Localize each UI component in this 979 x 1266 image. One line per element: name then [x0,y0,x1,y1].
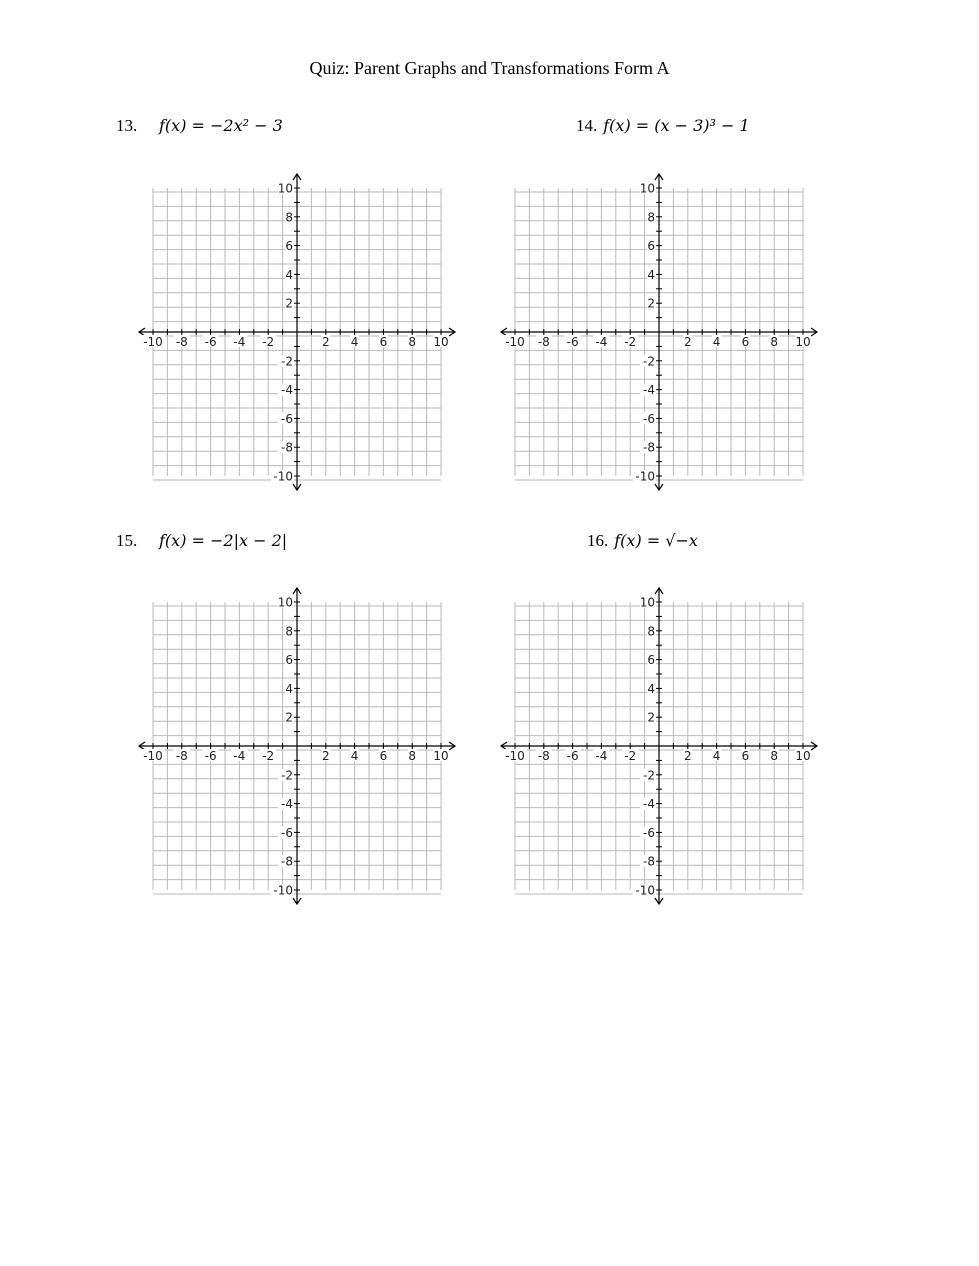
y-tick-label: 10 [277,181,293,196]
x-tick-label: 2 [321,335,330,349]
quiz-title: Quiz: Parent Graphs and Transformations Form A [309,58,670,78]
y-tick-label: -2 [281,354,293,369]
y-tick-label: 6 [647,239,655,254]
y-tick-label: 2 [647,710,655,725]
y-tick-label: -10 [273,883,293,898]
y-tick-label: 8 [647,624,655,639]
y-tick-label: 2 [285,710,293,725]
x-tick-label: -4 [595,749,608,763]
x-tick-label: -6 [204,749,217,763]
problem-number: 15. [116,531,138,550]
coordinate-grid-14[interactable] [495,172,827,497]
x-tick-label: -10 [505,335,525,349]
y-tick-label: 4 [647,267,655,282]
y-tick-label: -6 [281,411,293,426]
y-tick-label: -10 [635,883,655,898]
x-tick-label: 10 [795,749,811,763]
problem-equation: f(x) = √−x [614,531,698,550]
y-tick-label: -2 [281,768,293,783]
problem-number: 16. [587,531,609,550]
x-tick-label: 6 [741,749,750,763]
x-tick-label: 6 [741,335,750,349]
y-tick-label: 8 [285,624,293,639]
y-tick-label: -8 [643,440,655,455]
x-tick-label: 2 [683,335,692,349]
x-tick-label: 4 [350,749,359,763]
x-tick-label: 8 [770,749,779,763]
y-tick-label: -6 [643,411,655,426]
problem-equation: f(x) = −2x² − 3 [159,116,283,135]
x-tick-label: -2 [624,749,637,763]
x-tick-label: -8 [175,335,188,349]
y-tick-label: 6 [285,653,293,668]
y-tick-label: 4 [285,681,293,696]
y-tick-label: 4 [285,267,293,282]
x-tick-label: -8 [175,749,188,763]
y-tick-label: 8 [285,210,293,225]
y-tick-label: 10 [639,595,655,610]
y-tick-label: -10 [635,469,655,484]
problem-number: 13. [116,116,138,135]
x-tick-label: 6 [379,335,388,349]
y-tick-label: -4 [643,797,655,812]
x-tick-label: 4 [712,749,721,763]
y-tick-label: -4 [281,383,293,398]
y-tick-label: 10 [277,595,293,610]
x-tick-label: -4 [233,335,246,349]
y-tick-label: -8 [643,854,655,869]
problem-equation: f(x) = (x − 3)³ − 1 [603,116,750,135]
problem-equation: f(x) = −2|x − 2| [159,531,288,550]
problem-15 [116,531,287,551]
problem-16 [587,531,698,551]
problem-13 [116,116,283,136]
x-tick-label: 2 [321,749,330,763]
y-tick-label: -2 [643,354,655,369]
x-tick-label: 10 [433,749,449,763]
x-tick-label: -6 [566,335,579,349]
x-tick-label: 10 [795,335,811,349]
x-tick-label: -10 [143,335,163,349]
y-tick-label: -4 [643,383,655,398]
y-tick-label: -6 [643,825,655,840]
x-tick-label: -2 [262,749,275,763]
y-tick-label: -4 [281,797,293,812]
x-tick-label: 6 [379,749,388,763]
coordinate-grid-15[interactable] [133,586,465,911]
problem-number: 14. [576,116,598,135]
x-tick-label: 8 [770,335,779,349]
coordinate-grid-13[interactable] [133,172,465,497]
y-tick-label: -10 [273,469,293,484]
y-tick-label: -2 [643,768,655,783]
x-tick-label: -2 [624,335,637,349]
x-tick-label: 10 [433,335,449,349]
x-tick-label: -10 [143,749,163,763]
x-tick-label: 8 [408,749,417,763]
x-tick-label: 4 [712,335,721,349]
x-tick-label: -6 [566,749,579,763]
x-tick-label: -8 [537,749,550,763]
problem-14 [576,116,750,136]
coordinate-grid-16[interactable] [495,586,827,911]
x-tick-label: -8 [537,335,550,349]
x-tick-label: -10 [505,749,525,763]
y-tick-label: -6 [281,825,293,840]
y-tick-label: -8 [281,440,293,455]
y-tick-label: 6 [285,239,293,254]
y-tick-label: 8 [647,210,655,225]
y-tick-label: 10 [639,181,655,196]
x-tick-label: -2 [262,335,275,349]
x-tick-label: 4 [350,335,359,349]
x-tick-label: -4 [595,335,608,349]
x-tick-label: 2 [683,749,692,763]
x-tick-label: 8 [408,335,417,349]
y-tick-label: 2 [647,296,655,311]
x-tick-label: -4 [233,749,246,763]
y-tick-label: -8 [281,854,293,869]
y-tick-label: 4 [647,681,655,696]
y-tick-label: 6 [647,653,655,668]
x-tick-label: -6 [204,335,217,349]
y-tick-label: 2 [285,296,293,311]
